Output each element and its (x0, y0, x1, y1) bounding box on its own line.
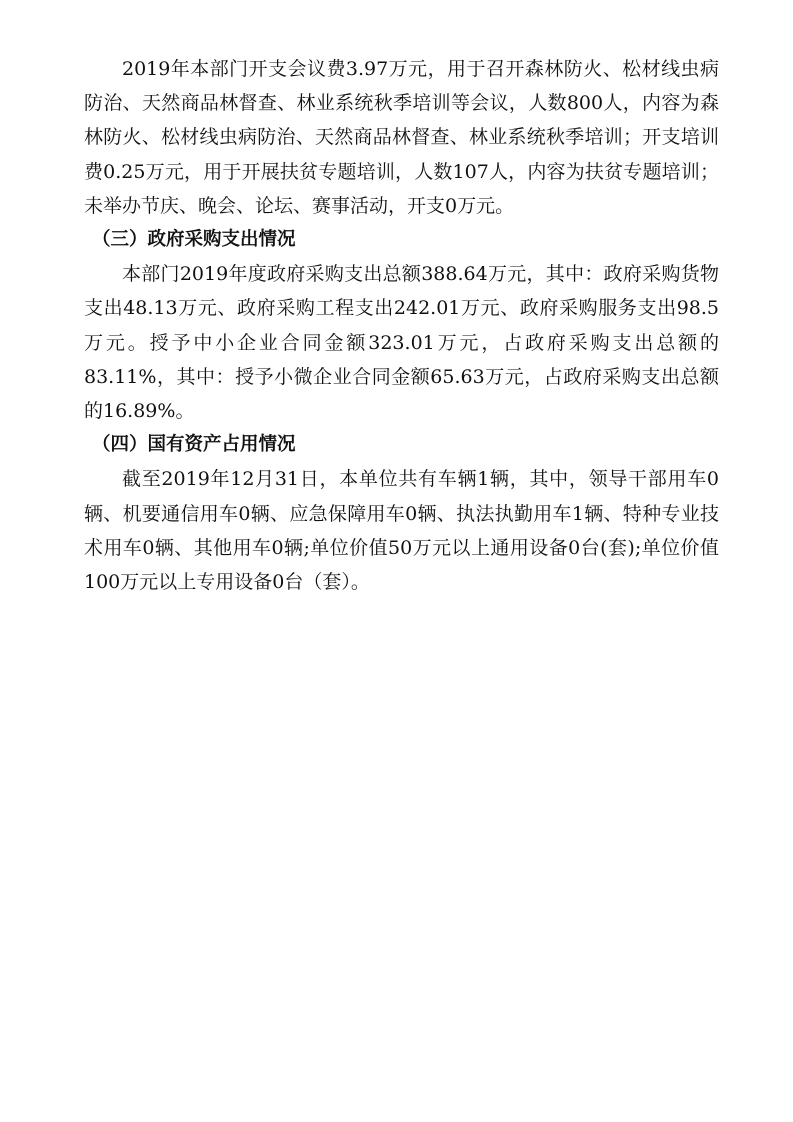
paragraph-meeting-training-expenses: 2019年本部门开支会议费3.97万元，用于召开森林防火、松材线虫病防治、天然商品林督查、林业系统秋季培训等会议，人数800人，内容为森林防火、松材线虫病防治、天然商品林督查、林业系统秋季培训；开支培训费0.25万元，用于开展扶贫专题培训，人数107人，内容为扶贫专题培训；未举办节庆、晚会、论坛、赛事活动，开支0万元。 (84, 58, 719, 217)
document-body (84, 52, 719, 599)
section-heading-government-procurement: （三）政府采购支出情况 (92, 229, 296, 251)
section-heading-state-assets: （四）国有资产占用情况 (92, 434, 296, 456)
paragraph-state-assets: 截至2019年12月31日，本单位共有车辆1辆，其中，领导干部用车0辆、机要通信用车0辆、应急保障用车0辆、执法执勤用车1辆、特种专业技术用车0辆、其他用车0辆;单位价值50万元以上通用设备0台(套);单位价值100万元以上专用设备0台（套）。 (84, 468, 719, 594)
paragraph-government-procurement: 本部门2019年度政府采购支出总额388.64万元，其中：政府采购货物支出48.13万元、政府采购工程支出242.01万元、政府采购服务支出98.5万元。授予中小企业合同金额323.01万元，占政府采购支出总额的83.11%，其中：授予小微企业合同金额65.63万元，占政府采购支出总额的16.89%。 (84, 263, 719, 423)
